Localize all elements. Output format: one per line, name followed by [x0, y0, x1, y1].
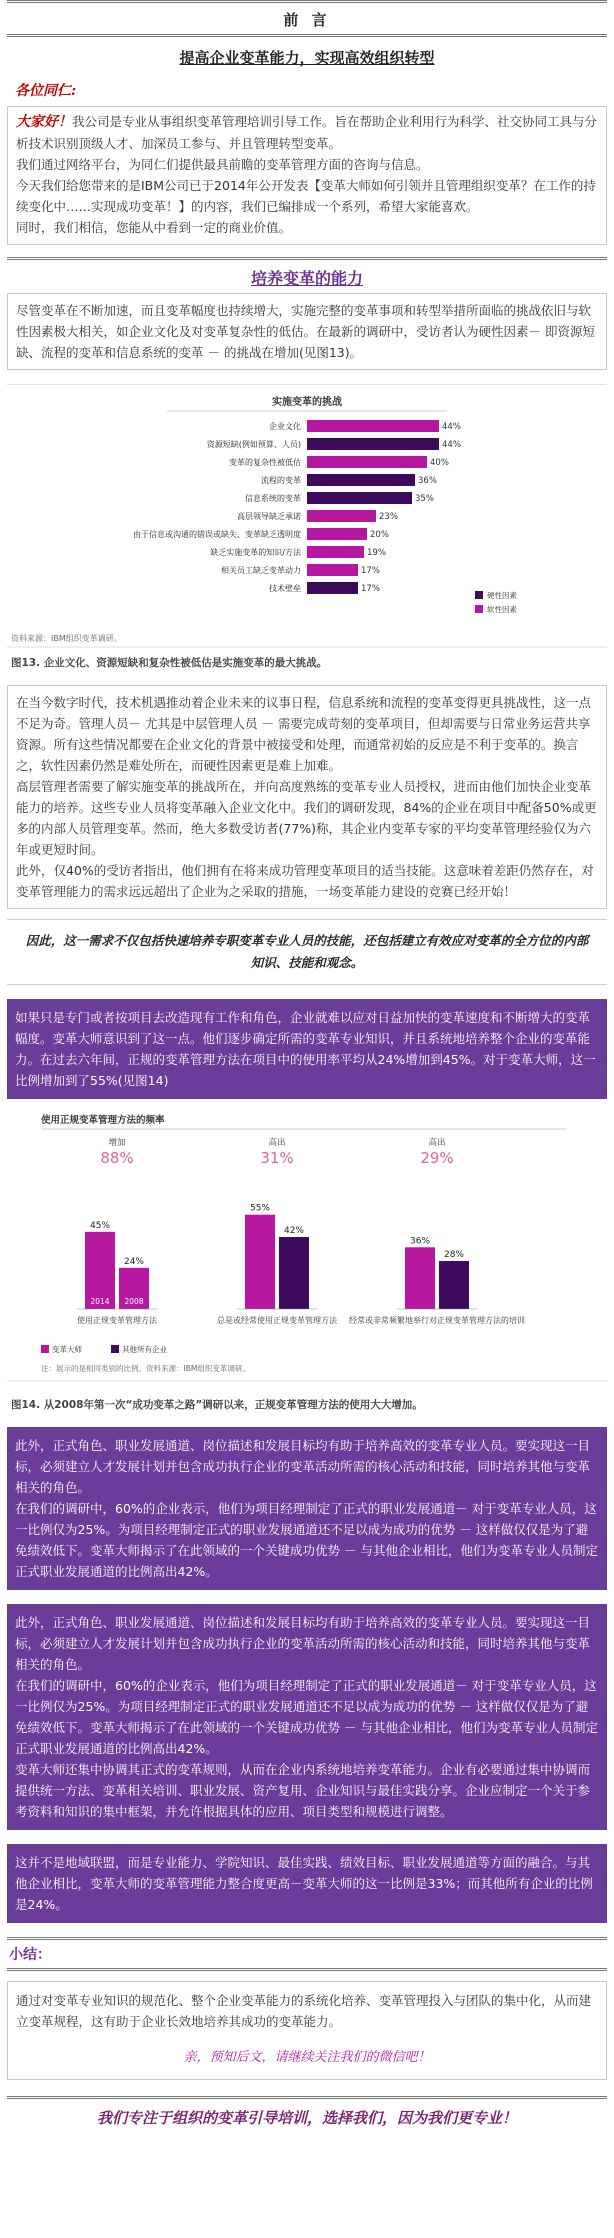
purple-box-1	[7, 999, 607, 1099]
chart-13-bar	[307, 492, 412, 504]
chart-13-category-label: 变革的复杂性被低估	[229, 458, 301, 467]
section1-p1: 尽管变革在不断加速，而且变革幅度也持续增大，实施完整的变革事项和转型举措所面临的挑战依旧与软性因素极大相关，如企业文化及对变革复杂性的低估。在最新的调研中，受访者认为硬性因素－ 即资源短缺、流程的变革和信息系统的变革 － 的挑战在增加(见图13)。	[16, 303, 595, 360]
chart-14-bar-label: 2008	[124, 1297, 144, 1306]
chart-13-legend-label: 硬性因素	[487, 591, 517, 600]
chart-14-value-label: 36%	[409, 1236, 431, 1247]
chart-13-category-label: 缺乏实施变革的知识/方法	[210, 548, 301, 557]
purple-box-3-p2: 在我们的调研中，60%的企业表示，他们为项目经理制定了正式的职业发展通道－ 对于变革专业人员，这一比例仅为25%。为项目经理制定正式的职业发展通道还不足以成为成功的优势 － 这样做仅仅是为了避免绩效低下。变革大师揭示了在此领域的一个关键成功优势 － 与其他企业相比，他们为变革专业人员制定正式职业发展通道的比例高出42%。	[15, 1678, 598, 1756]
chart-13-category-label: 资源短缺(例如预算、人员)	[206, 440, 301, 449]
section2-p2: 高层管理者需要了解实施变革的挑战所在，并向高度熟练的变革专业人员授权，进而由他们加快企业变革能力的培养。这些专业人员将变革融入企业文化中。我们的调研发现，84%的企业在项目中配备50%或更多的内部人员管理变革。然而，绝大多数受访者(77%)称，其企业内变革专家的平均变革管理经验仅为六年或更短时间。	[16, 779, 597, 857]
preface-title: 提高企业变革能力，实现高效组织转型	[179, 49, 435, 67]
chart-13-bar	[307, 510, 376, 522]
chart-14-value-label: 55%	[249, 1203, 271, 1214]
chart-13-value-label: 17%	[361, 566, 380, 576]
section2-p3: 此外，仅40%的受访者指出，他们拥有在将来成功管理变革项目的适当技能。这意味着差距仍然存在，对变革管理能力的需求远远超出了企业为之采取的措施，一场变革能力建设的竞赛已经开始！	[16, 863, 594, 899]
chart-13-category-label: 信息系统的变革	[245, 494, 301, 503]
chart-14-bar	[245, 1215, 275, 1309]
chart-13-value-label: 44%	[442, 422, 461, 432]
summary-text: 通过对变革专业知识的规范化、整个企业变革能力的系统化培养、变革管理投入与团队的集中化，从而建立变革规程，这有助于企业长效地培养其成功的变革能力。	[16, 1993, 592, 2029]
chart-13-category-label: 由于信息或沟通的错误或缺失、变革缺乏透明度	[133, 530, 301, 539]
chart-13-bar	[307, 438, 439, 450]
chart-13-bar	[307, 474, 415, 486]
chart-14	[7, 1109, 607, 1389]
chart-14-legend-swatch	[41, 1345, 49, 1353]
chart-14-bar	[279, 1237, 309, 1309]
chart-14-bar	[405, 1247, 435, 1309]
chart-13-category-label: 流程的变革	[261, 476, 301, 485]
chart-14-group-caption: 使用正规变革管理方法	[77, 1316, 157, 1325]
section2-p1: 在当今数字时代，技术机遇推动着企业未来的议事日程，信息系统和流程的变革变得更具挑战性，这一点不足为奇。管理人员－ 尤其是中层管理人员 － 需要完成苛刻的变革项目，但却需要与日常业务运营共享资源。所有这些情况都要在企业文化的背景中被接受和处理，而通常初始的反应是不利于变革的。换言之，软性因素仍然是难处所在，而硬性因素更是难上加难。	[16, 695, 592, 773]
figure-14-caption: 图14. 从2008年第一次“成功变革之路”调研以来，正规变革管理方法的使用大大增加。	[11, 1399, 423, 1411]
chart-14-bar	[439, 1261, 469, 1309]
chart-14-value-label: 45%	[89, 1220, 111, 1231]
purple-box-4	[7, 1844, 607, 1923]
chart-14-title: 使用正规变革管理方法的频率	[41, 1115, 165, 1126]
chart-13-bar	[307, 420, 439, 432]
chart-13-category-label: 相关员工缺乏变革动力	[221, 566, 301, 575]
chart-14-bar-label: 2014	[90, 1297, 110, 1306]
closing-text: 亲，预知后文，请继续关注我们的微信吧！	[183, 2050, 431, 2065]
footer	[7, 2096, 607, 2136]
chart-13-legend-swatch	[475, 591, 483, 599]
chart-14-group-top-label: 高出	[428, 1138, 446, 1148]
chart-14-group-top-label: 增加	[108, 1138, 126, 1148]
chart-13-value-label: 17%	[361, 584, 380, 594]
preface-p1: 大家好！我公司是专业从事组织变革管理培训引导工作。旨在帮助企业利用行为科学、社交协同工具与分析技术识别顶级人才、加深员工参与、并且管理转型变革。	[16, 114, 598, 151]
purple-box-3-p1: 此外，正式角色、职业发展通道、岗位描述和发展目标均有助于培养高效的变革专业人员。要实现这一目标，必须建立人才发展计划并包含成功执行企业的变革活动所需的核心活动和技能，同时培养其他与变革相关的角色。	[15, 1615, 591, 1672]
chart-13-bar	[307, 528, 367, 540]
figure-13-caption: 图13. 企业文化、资源短缺和复杂性被低估是实施变革的最大挑战。	[11, 657, 328, 669]
section-heading: 培养变革的能力	[250, 269, 363, 288]
chart-13-value-label: 23%	[379, 512, 398, 522]
chart-13-value-label: 36%	[418, 476, 437, 486]
section2-text	[7, 685, 607, 909]
purple-box-3	[7, 1604, 607, 1830]
purple-box-2-p2: 在我们的调研中，60%的企业表示，他们为项目经理制定了正式的职业发展通道－ 对于变革专业人员，这一比例仅为25%。为项目经理制定正式的职业发展通道还不足以成为成功的优势 － 这样做仅仅是为了避免绩效低下。变革大师揭示了在此领域的一个关键成功优势 － 与其他企业相比，他们为变革专业人员制定正式职业发展通道的比例高出42%。	[15, 1501, 598, 1579]
chart-13-bar	[307, 456, 427, 468]
chart-14-group-top-value: 88%	[100, 1149, 134, 1167]
chart-14-group-caption: 经常或非常频繁地举行对正规变革管理方法的培训	[349, 1316, 525, 1325]
chart-14-value-label: 42%	[283, 1226, 305, 1236]
chart-14-note: 注：展示的是相同类别的比例。资料来源：IBM组织变革调研。	[41, 1364, 250, 1373]
purple-box-2	[7, 1427, 607, 1590]
purple-box-1-text: 如果只是专门或者按项目去改造现有工作和角色，企业就难以应对日益加快的变革速度和不断增大的变革幅度。变革大师意识到了这一点。他们逐步确定所需的变革专业知识，并且系统地培养整个企业的变革能力。在过去六年间，正规的变革管理方法在项目中的使用率平均从24%增加到45%。对于变革大师，这一比例增加到了55%(见图14)	[15, 1010, 596, 1088]
chart-13	[7, 391, 607, 651]
preface-p4: 同时，我们相信，您能从中看到一定的商业价值。	[16, 220, 292, 235]
chart-13-category-label: 企业文化	[269, 422, 301, 431]
chart-13-value-label: 19%	[367, 548, 386, 558]
chart-14-value-label: 28%	[443, 1250, 465, 1260]
chart-13-value-label: 20%	[370, 530, 389, 540]
summary-heading: 小结：	[9, 1947, 51, 1963]
chart-13-value-label: 44%	[442, 440, 461, 450]
chart-14-legend-label: 其他所有企业	[122, 1345, 167, 1354]
section1-text	[7, 293, 607, 370]
summary-box	[7, 1981, 607, 2080]
chart-13-legend-label: 软性因素	[487, 605, 517, 614]
chart-13-category-label: 高层领导缺乏承诺	[237, 512, 301, 521]
chart-13-bar	[307, 546, 364, 558]
purple-box-3-p3: 变革大师还集中协调其正式的变革规则，从而在企业内系统地培养变革能力。企业有必要通过集中协调而提供统一方法、变革相关培训、职业发展、资产复用、企业知识与最佳实践分享。企业应制定一个关于参考资料和知识的集中框架，并允许根据具体的应用、项目类型和规模进行调整。	[15, 1762, 591, 1819]
chart-13-bar	[307, 564, 358, 576]
preface-p3: 今天我们给您带来的是IBM公司已于2014年公开发表【变革大师如何引领并且管理组织变革？在工作的持续变化中……实现成功变革！】的内容，我们已编排成一个系列，希望大家能喜欢。	[16, 178, 596, 214]
chart-13-title: 实施变革的挑战	[272, 397, 342, 408]
chart-14-group-top-label: 高出	[268, 1138, 286, 1148]
chart-13-legend-swatch	[475, 605, 483, 613]
chart-13-bar	[307, 582, 358, 594]
chart-14-value-label: 24%	[123, 1256, 145, 1267]
chart-13-source: 资料来源：IBM组织变革调研。	[11, 634, 122, 643]
greeting: 各位同仁:	[15, 83, 77, 99]
chart-13-value-label: 40%	[430, 458, 449, 468]
chart-13-category-label: 技术壁垒	[269, 584, 301, 593]
preface-text-box	[7, 106, 607, 245]
preface-box	[7, 0, 607, 245]
chart-14-group-caption: 总是或经常使用正规变革管理方法	[217, 1316, 337, 1325]
purple-box-4-text: 这并不是地域联盟，而是专业能力、学院知识、最佳实践、绩效目标、职业发展通道等方面的融合。与其他企业相比，变革大师的变革管理能力整合度更高－变革大师的这一比例是33%；而其他所有企业的比例是24%。	[15, 1855, 593, 1912]
chart-14-legend-label: 变革大师	[52, 1345, 82, 1354]
summary	[7, 1937, 607, 2080]
chart-14-group-top-value: 31%	[260, 1149, 294, 1167]
hello-text: 大家好！	[16, 114, 72, 130]
quote-box	[7, 919, 607, 985]
chart-13-value-label: 35%	[415, 494, 434, 504]
chart-14-legend-swatch	[111, 1345, 119, 1353]
figure-14	[7, 1109, 607, 1419]
chart-14-group-top-value: 29%	[420, 1149, 454, 1167]
purple-box-2-p1: 此外，正式角色、职业发展通道、岗位描述和发展目标均有助于培养高效的变革专业人员。要实现这一目标，必须建立人才发展计划并包含成功执行企业的变革活动所需的核心活动和技能，同时培养其他与变革相关的角色。	[15, 1438, 591, 1495]
quote-text: 因此，这一需求不仅包括快速培养专职变革专业人员的技能，还包括建立有效应对变革的全方位的内部知识、技能和观念。	[25, 933, 589, 970]
preface-p2: 我们通过网络平台，为同仁们提供最具前瞻的变革管理方面的咨询与信息。	[16, 157, 429, 172]
footer-text: 我们专注于组织的变革引导培训，选择我们，因为我们更专业！	[96, 2109, 517, 2127]
figure-13	[7, 384, 607, 677]
preface-heading: 前 言	[283, 11, 331, 29]
